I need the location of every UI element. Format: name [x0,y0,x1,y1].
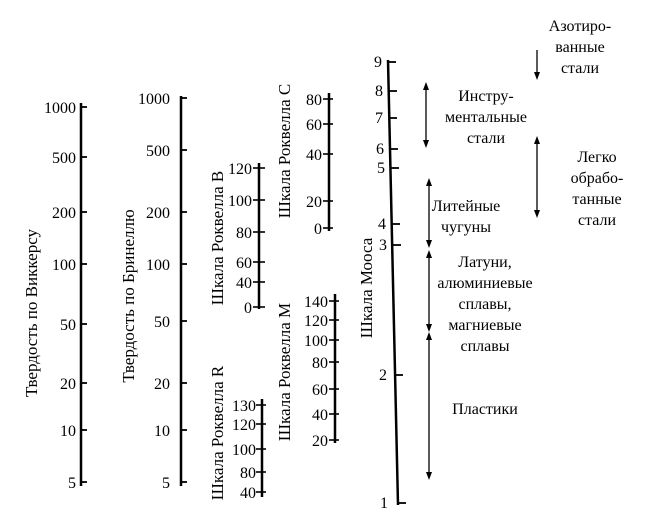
rockwell-r-tick-label: 40 [240,485,256,502]
vickers-tick-label: 1000 [44,100,76,117]
rockwell-r-tick-label: 130 [232,398,256,415]
rockwell-c-tick-label: 0 [314,221,322,238]
rockwell-b-tick-label: 0 [244,300,252,317]
plastics-arrow [426,332,432,480]
rockwell-c-scale [275,84,333,238]
svg-text:ванные: ванные [555,39,605,56]
mohs-tick-label: 4 [378,216,386,233]
rockwell-b-tick-label: 80 [236,225,252,242]
svg-text:Пластики: Пластики [452,401,518,418]
rockwell-m-tick-label: 100 [304,333,328,350]
vickers-tick-label: 500 [52,150,76,167]
rockwell-b-tick-labels [228,161,252,317]
svg-text:ментальные: ментальные [445,109,527,126]
nitrided-steels-label [549,18,611,77]
rockwell-r-scale [208,365,266,502]
vickers-scale [22,100,87,492]
mohs-tick-label: 7 [375,110,383,127]
svg-text:стали: стали [466,130,506,147]
rockwell-m-tick-label: 60 [312,382,328,399]
brinell-tick-label: 100 [146,257,170,274]
brinell-scale [119,91,187,492]
rockwell-r-tick-labels [232,398,256,502]
rockwell-c-tick-label: 20 [306,194,322,211]
svg-text:Легко: Легко [577,149,617,166]
material-labels [432,18,624,418]
mohs-axis [388,60,398,505]
svg-text:танные: танные [572,191,622,208]
mohs-scale-title: Шкала Мооса [357,237,376,339]
rockwell-c-tick-label: 80 [306,92,322,109]
rockwell-m-tick-labels [304,294,328,450]
rockwell-r-tick-label: 80 [240,465,256,482]
vickers-tick-label: 10 [60,423,76,440]
rockwell-c-tick-label: 60 [306,117,322,134]
easily-machined-steels-arrow [534,136,540,218]
mohs-tick-label: 1 [380,495,388,512]
tool-steels-arrow [423,82,429,148]
easily-machined-steels-label [571,149,624,229]
brinell-tick-label: 1000 [138,91,170,108]
nitrided-steels-arrow [534,50,540,80]
brinell-tick-label: 500 [146,143,170,160]
brinell-tick-label: 10 [154,423,170,440]
mohs-tick-label: 9 [374,54,382,71]
svg-text:обрабо-: обрабо- [570,170,624,187]
vickers-tick-label: 5 [68,475,76,492]
rockwell-m-tick-label: 80 [312,355,328,372]
rockwell-r-tick-label: 100 [232,442,256,459]
brinell-tick-label: 50 [154,314,170,331]
svg-text:стали: стали [560,60,600,77]
svg-text:алюминиевые: алюминиевые [437,275,533,292]
svg-text:Инстру-: Инстру- [458,88,514,105]
rockwell-b-tick-label: 40 [236,275,252,292]
svg-text:сплавы,: сплавы, [458,296,512,313]
svg-text:Азотиро-: Азотиро- [548,18,612,35]
svg-text:Литейные: Литейные [431,198,501,215]
rockwell-b-scale-title: Шкала Роквелла B [208,170,227,306]
vickers-tick-label: 20 [60,376,76,393]
rockwell-m-tick-label: 40 [312,407,328,424]
rockwell-b-tick-label: 100 [228,193,252,210]
rockwell-m-scale [275,294,339,450]
vickers-scale-title: Твердость по Виккерсу [22,228,41,398]
alloys-arrow [426,250,432,332]
svg-text:магниевые: магниевые [448,317,522,334]
rockwell-c-tick-labels [306,92,322,238]
rockwell-m-tick-label: 140 [304,294,328,311]
rockwell-b-scale [208,161,265,317]
rockwell-c-scale-title: Шкала Роквелла C [275,83,294,219]
tool-steels-label [445,88,527,147]
rockwell-m-tick-label: 120 [304,313,328,330]
mohs-tick-label: 8 [375,83,383,100]
svg-text:сплавы: сплавы [460,338,510,355]
vickers-tick-label: 100 [52,257,76,274]
vickers-tick-labels [44,100,76,492]
vickers-tick-label: 50 [60,317,76,334]
rockwell-b-tick-label: 60 [236,255,252,272]
rockwell-c-tick-label: 40 [306,147,322,164]
brinell-tick-label: 200 [146,205,170,222]
mohs-tick-labels [374,54,388,512]
rockwell-m-tick-label: 20 [312,433,328,450]
mohs-tick-label: 2 [379,367,387,384]
brinell-tick-label: 20 [154,376,170,393]
mohs-tick-label: 5 [377,160,385,177]
mohs-tick-label: 3 [379,237,387,254]
cast-irons-label [432,198,500,236]
mohs-tick-label: 6 [376,141,384,158]
plastics-label [452,401,518,418]
rockwell-b-tick-label: 120 [228,161,252,178]
svg-text:чугуны: чугуны [441,219,491,236]
mohs-scale [357,54,406,512]
rockwell-r-tick-label: 120 [232,417,256,434]
svg-text:Латуни,: Латуни, [458,254,512,271]
brinell-tick-labels [138,91,170,492]
rockwell-m-scale-title: Шкала Роквелла M [275,302,294,442]
brinell-tick-label: 5 [162,475,170,492]
vickers-tick-label: 200 [52,205,76,222]
alloys-label [437,254,532,355]
brinell-scale-title: Твердость по Бринеллю [119,209,138,383]
svg-text:стали: стали [577,212,617,229]
rockwell-r-scale-title: Шкала Роквелла R [208,365,227,501]
